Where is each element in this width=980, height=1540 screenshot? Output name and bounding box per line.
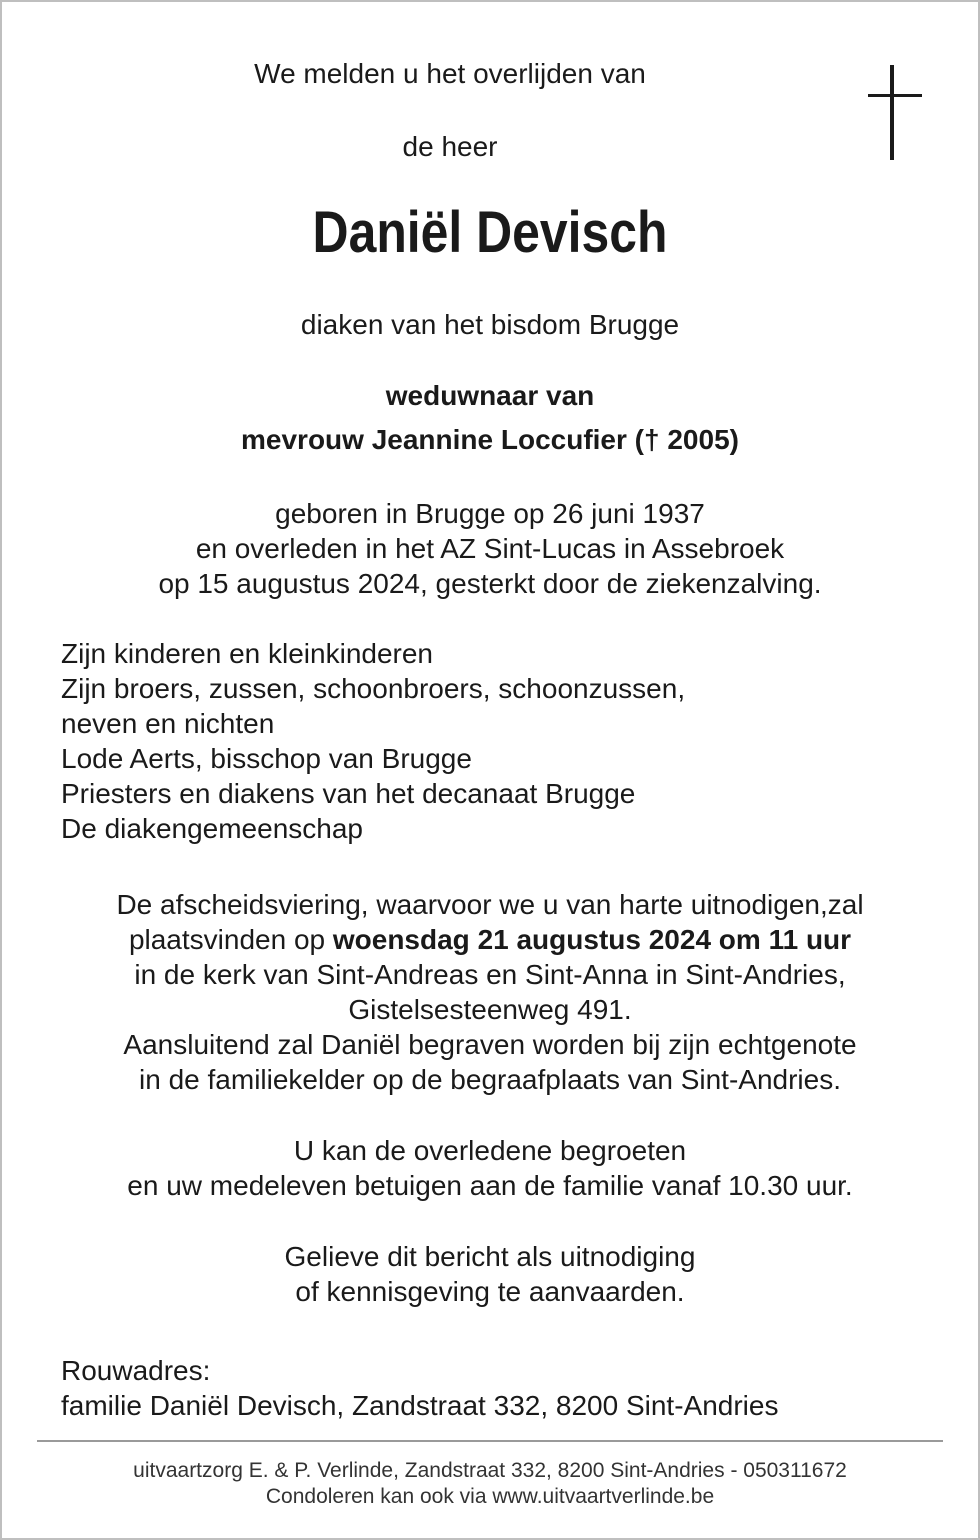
mourner-item: Zijn kinderen en kleinkinderen <box>61 638 433 669</box>
ceremony-datetime: woensdag 21 augustus 2024 om 11 uur <box>332 924 852 955</box>
mourner-item: Zijn broers, zussen, schoonbroers, schoonzussen, <box>61 673 686 704</box>
life-line-2: en overleden in het AZ Sint-Lucas in Assebroek <box>195 533 785 564</box>
life-line-1: geboren in Brugge op 26 juni 1937 <box>275 498 705 529</box>
ceremony-line-3: in de kerk van Sint-Andreas en Sint-Anna in Sint-Andries, <box>134 959 846 990</box>
ceremony-line-2 <box>2 922 978 957</box>
address-label: Rouwadres: <box>61 1355 211 1386</box>
widower-line-1: weduwnaar van <box>385 380 595 411</box>
mourner-item: Priesters en diakens van het decanaat Brugge <box>61 778 636 809</box>
ceremony-line-5: Aansluitend zal Daniël begraven worden bij zijn echtgenote <box>123 1029 857 1060</box>
intro-line: We melden u het overlijden van <box>254 58 646 89</box>
mourner-item: De diakengemeenschap <box>61 813 363 844</box>
mourner-item: neven en nichten <box>61 708 275 739</box>
footer-divider <box>37 1440 943 1442</box>
greeting-line-1: U kan de overledene begroeten <box>293 1135 687 1166</box>
footer-line-1: uitvaartzorg E. & P. Verlinde, Zandstraat 332, 8200 Sint-Andries - 050311672 <box>133 1459 847 1482</box>
mourner-item: Lode Aerts, bisschop van Brugge <box>61 743 472 774</box>
ceremony-line-2-prefix: plaatsvinden op <box>128 924 333 955</box>
greeting-line-2: en uw medeleven betuigen aan de familie vanaf 10.30 uur. <box>127 1170 853 1201</box>
intro-salutation: de heer <box>402 131 498 162</box>
deceased-title: diaken van het bisdom Brugge <box>300 309 680 340</box>
footer-line-2: Condoleren kan ook via www.uitvaartverlinde.be <box>265 1485 715 1508</box>
cross-icon-bar <box>868 94 922 97</box>
widower-line-2: mevrouw Jeannine Loccufier († 2005) <box>241 424 739 455</box>
ceremony-line-4: Gistelsesteenweg 491. <box>348 994 632 1025</box>
address-value: familie Daniël Devisch, Zandstraat 332, 8200 Sint-Andries <box>61 1390 779 1421</box>
ceremony-line-6: in de familiekelder op de begraafplaats van Sint-Andries. <box>139 1064 841 1095</box>
request-line-2: of kennisgeving te aanvaarden. <box>295 1276 685 1307</box>
deceased-name: Daniël Devisch <box>312 200 668 265</box>
mourners-list <box>61 636 685 846</box>
request-line-1: Gelieve dit bericht als uitnodiging <box>284 1241 696 1272</box>
life-line-3: op 15 augustus 2024, gesterkt door de ziekenzalving. <box>158 568 822 599</box>
ceremony-line-1: De afscheidsviering, waarvoor we u van harte uitnodigen,zal <box>116 889 864 920</box>
